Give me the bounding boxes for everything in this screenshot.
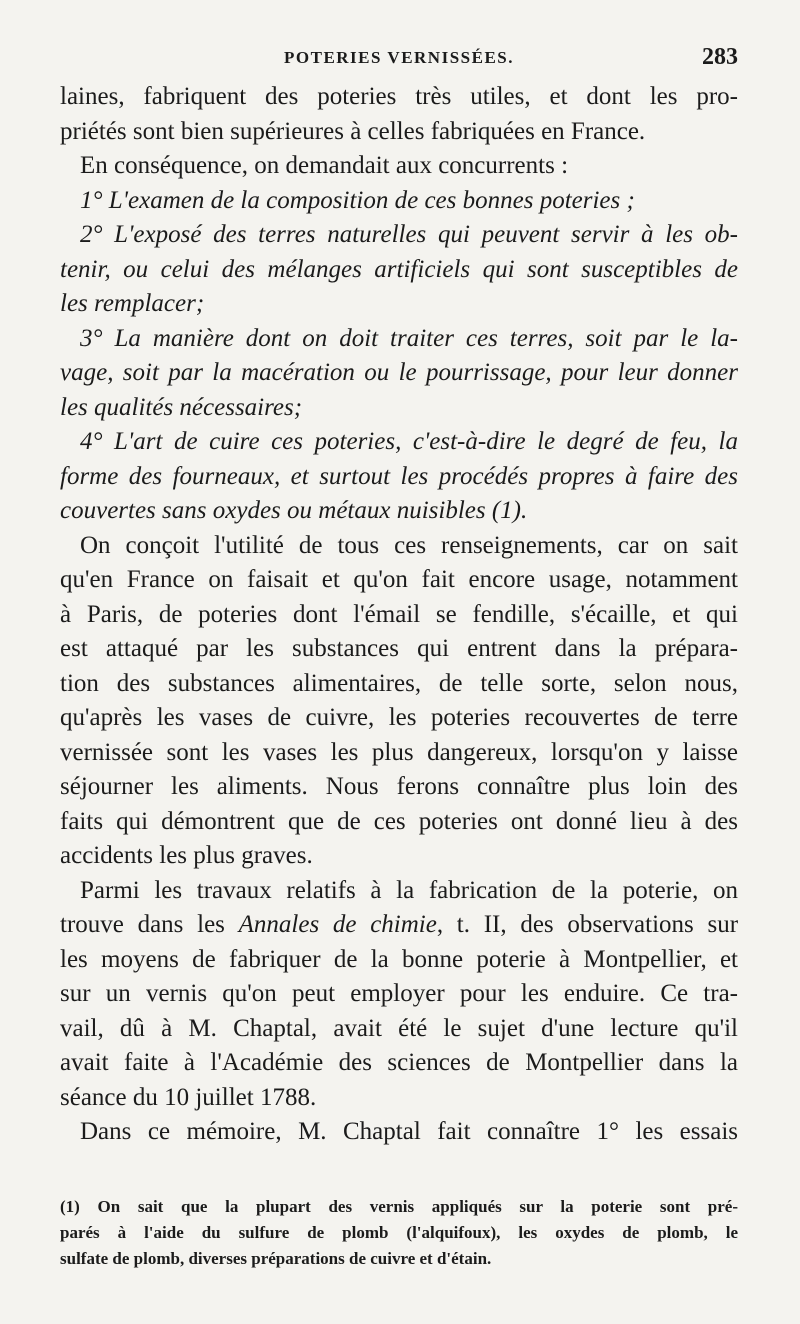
text-line: les qualités nécessaires;	[60, 393, 303, 421]
page-number: 283	[702, 44, 738, 70]
running-head: POTERIES VERNISSÉES.	[284, 48, 514, 67]
text-line: vage, soit par la macération ou le pourrissage, pour leur donner	[60, 359, 738, 386]
footnote-line: parés à l'aide du sulfure de plomb (l'alquifoux), les oxydes de plomb, le	[60, 1223, 738, 1242]
body-text	[60, 80, 738, 1150]
text-line: 4° L'art de cuire ces poteries, c'est-à-dire le degré de feu, la	[80, 428, 738, 455]
footnote-line: (1) On sait que la plupart des vernis appliqués sur la poterie sont pré-	[60, 1197, 738, 1216]
text-line: qu'en France on faisait et qu'on fait encore usage, notamment	[60, 566, 738, 593]
text-line: sur un vernis qu'on peut employer pour les enduire. Ce tra-	[60, 980, 738, 1007]
text-line: les moyens de fabriquer de la bonne poterie à Montpellier, et	[60, 945, 738, 973]
text-line: priétés sont bien supérieures à celles fabriquées en France.	[60, 117, 646, 145]
text-line: tion des substances alimentaires, de telle sorte, selon nous,	[60, 669, 738, 697]
text-line: On conçoit l'utilité de tous ces renseignements, car on sait	[80, 531, 738, 559]
text-line: faits qui démontrent que de ces poteries ont donné lieu à des	[60, 807, 738, 835]
text-line: 3° La manière dont on doit traiter ces terres, soit par le la-	[80, 324, 738, 352]
text-line: séjourner les aliments. Nous ferons connaître plus loin des	[60, 773, 738, 800]
text-line: laines, fabriquent des poteries très utiles, et dont les pro-	[60, 83, 738, 110]
text-line: les remplacer;	[60, 290, 205, 317]
footnote	[60, 1194, 738, 1272]
text-line: est attaqué par les substances qui entrent dans la prépara-	[60, 635, 738, 662]
text-line: à Paris, de poteries dont l'émail se fendille, s'écaille, et qui	[60, 600, 738, 628]
text-line: tenir, ou celui des mélanges artificiels qui sont susceptibles de	[60, 255, 738, 283]
text-line: avait faite à l'Académie des sciences de Montpellier dans la	[60, 1049, 738, 1076]
text-line: 2° L'exposé des terres naturelles qui peuvent servir à les ob-	[80, 221, 738, 248]
footnote-line: sulfate de plomb, diverses préparations de cuivre et d'étain.	[60, 1249, 492, 1268]
text-line: En conséquence, on demandait aux concurrents :	[80, 152, 569, 179]
page-header	[60, 44, 738, 76]
text-line: Dans ce mémoire, M. Chaptal fait connaître 1° les essais	[80, 1118, 738, 1145]
text-line: Parmi les travaux relatifs à la fabrication de la poterie, on	[80, 876, 738, 904]
text-line: accidents les plus graves.	[60, 842, 313, 869]
text-line: vail, dû à M. Chaptal, avait été le sujet d'une lecture qu'il	[60, 1014, 738, 1042]
text-line: forme des fourneaux, et surtout les procédés propres à faire des	[60, 462, 738, 490]
text-line: trouve dans les Annales de chimie, t. II, des observations sur	[60, 911, 739, 938]
text-line: qu'après les vases de cuivre, les poteries recouvertes de terre	[60, 704, 738, 731]
text-line: couvertes sans oxydes ou métaux nuisibles (1).	[60, 497, 528, 524]
text-line: séance du 10 juillet 1788.	[60, 1083, 317, 1111]
text-line: vernissée sont les vases les plus dangereux, lorsqu'on y laisse	[60, 738, 738, 766]
text-line: 1° L'examen de la composition de ces bonnes poteries ;	[80, 186, 635, 214]
